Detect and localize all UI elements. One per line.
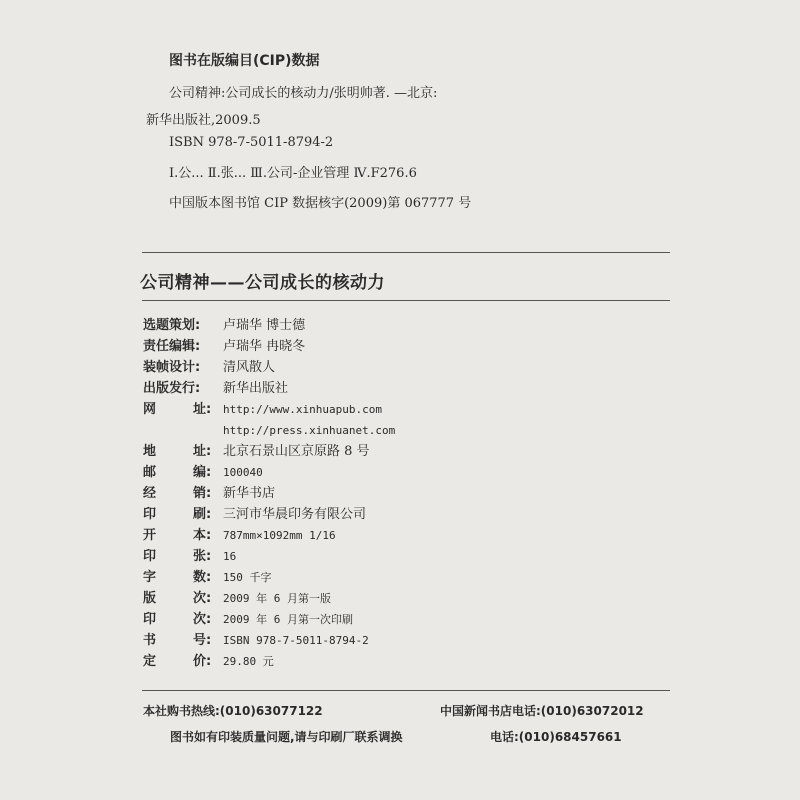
credit-row [143, 357, 395, 378]
credit-label-second: 次 [193, 612, 207, 627]
credit-colon: : [206, 549, 212, 564]
credit-label [143, 588, 223, 609]
credit-colon: : [206, 402, 212, 417]
credits-list [143, 315, 395, 672]
credit-label-first: 书 [143, 633, 157, 648]
credit-value: 150 千字 [223, 571, 272, 584]
credit-label-second: 号 [193, 633, 207, 648]
credit-value: 清风散人 [223, 360, 276, 375]
credit-label-second: 数 [193, 570, 207, 585]
notice-phone: 电话:(010)68457661 [490, 730, 622, 744]
credit-value: 卢瑞华 博士德 [223, 318, 306, 333]
credit-label-first: 网 [143, 402, 157, 417]
credit-colon: : [195, 318, 201, 333]
credit-row [143, 378, 395, 399]
credit-value: 29.80 元 [223, 655, 274, 668]
credit-row [143, 483, 395, 504]
credit-label [143, 630, 223, 651]
credit-colon: : [206, 570, 212, 585]
credit-label [143, 462, 223, 483]
credit-row [143, 315, 395, 336]
credit-value: 16 [223, 550, 237, 563]
credit-label [143, 315, 223, 336]
credit-colon: : [206, 528, 212, 543]
credit-label-first: 版 [143, 591, 157, 606]
credit-colon: : [206, 465, 212, 480]
credit-label [143, 357, 223, 378]
cip-line-2: 新华出版社,2009.5 [146, 113, 261, 128]
hotline: 本社购书热线:(010)63077122 [143, 704, 323, 718]
title-rule [142, 300, 670, 301]
credit-row [143, 504, 395, 525]
credit-label [143, 525, 223, 546]
credit-label-text: 装帧设计 [143, 360, 196, 375]
credit-value: ISBN 978-7-5011-8794-2 [223, 634, 369, 647]
credit-label-second: 销 [193, 486, 207, 501]
credit-label-second: 价 [193, 654, 207, 669]
credit-value: 卢瑞华 冉晓冬 [223, 339, 306, 354]
cip-line-4: Ⅰ.公... Ⅱ.张... Ⅲ.公司-企业管理 Ⅳ.F276.6 [169, 166, 417, 181]
credit-label-first: 地 [143, 444, 157, 459]
credit-label-first: 开 [143, 528, 157, 543]
cip-line-3: ISBN 978-7-5011-8794-2 [169, 135, 334, 150]
top-rule [142, 252, 670, 253]
credit-label [143, 378, 223, 399]
credit-label-second: 址 [193, 444, 207, 459]
credit-label-first: 邮 [143, 465, 157, 480]
credit-label [143, 441, 223, 462]
credit-label-second: 刷 [193, 507, 207, 522]
credit-colon: : [206, 633, 212, 648]
credit-row [143, 567, 395, 588]
credit-row [143, 609, 395, 630]
credit-label-first: 印 [143, 612, 157, 627]
credit-label-first: 字 [143, 570, 157, 585]
credit-colon: : [206, 591, 212, 606]
credit-row [143, 525, 395, 546]
credit-colon: : [206, 654, 212, 669]
credit-label-first: 经 [143, 486, 157, 501]
credit-label [143, 483, 223, 504]
credit-label [143, 567, 223, 588]
footer-rule [142, 690, 670, 691]
credit-value: 2009 年 6 月第一版 [223, 592, 331, 605]
credit-label-text: 出版发行 [143, 381, 196, 396]
quality-notice: 图书如有印装质量问题,请与印刷厂联系调换 [170, 730, 403, 744]
credit-label [143, 504, 223, 525]
credit-row [143, 399, 395, 420]
credit-label-first: 印 [143, 507, 157, 522]
credit-colon: : [206, 507, 212, 522]
credit-value: http://www.xinhuapub.com [223, 403, 382, 416]
credit-value: 新华出版社 [223, 381, 289, 396]
credit-label-second: 编 [193, 465, 207, 480]
credit-colon: : [195, 339, 201, 354]
credit-row [143, 462, 395, 483]
credit-label-second: 次 [193, 591, 207, 606]
credit-row [143, 546, 395, 567]
credit-label-second: 张 [193, 549, 207, 564]
credit-colon: : [206, 444, 212, 459]
credit-value: 100040 [223, 466, 263, 479]
credit-label [143, 609, 223, 630]
credit-value: http://press.xinhuanet.com [223, 424, 396, 437]
credit-label [143, 336, 223, 357]
credit-value: 三河市华晨印务有限公司 [223, 507, 367, 522]
book-title: 公司精神——公司成长的核动力 [140, 273, 385, 293]
credit-label-first: 定 [143, 654, 157, 669]
credit-row [143, 420, 395, 441]
credit-row [143, 441, 395, 462]
credit-value: 新华书店 [223, 486, 276, 501]
credit-row [143, 336, 395, 357]
store-phone: 中国新闻书店电话:(010)63072012 [440, 704, 644, 718]
credit-row [143, 588, 395, 609]
credit-value: 2009 年 6 月第一次印刷 [223, 613, 353, 626]
cip-heading: 图书在版编目(CIP)数据 [169, 53, 320, 69]
credit-label [143, 651, 223, 672]
credit-label [143, 546, 223, 567]
cip-line-5: 中国版本图书馆 CIP 数据核字(2009)第 067777 号 [169, 196, 472, 211]
credit-value: 787mm×1092mm 1/16 [223, 529, 336, 542]
credit-colon: : [195, 381, 201, 396]
cip-line-1: 公司精神:公司成长的核动力/张明帅著. —北京: [169, 86, 438, 101]
credit-label [143, 399, 223, 420]
credit-colon: : [206, 486, 212, 501]
credit-colon: : [206, 612, 212, 627]
credit-label-text: 选题策划 [143, 318, 196, 333]
credit-label-first: 印 [143, 549, 157, 564]
credit-label-second: 址 [193, 402, 207, 417]
credit-row [143, 651, 395, 672]
credit-label-text: 责任编辑 [143, 339, 196, 354]
credit-value: 北京石景山区京原路 8 号 [223, 444, 370, 459]
credit-row [143, 630, 395, 651]
credit-colon: : [195, 360, 201, 375]
credit-label-second: 本 [193, 528, 207, 543]
